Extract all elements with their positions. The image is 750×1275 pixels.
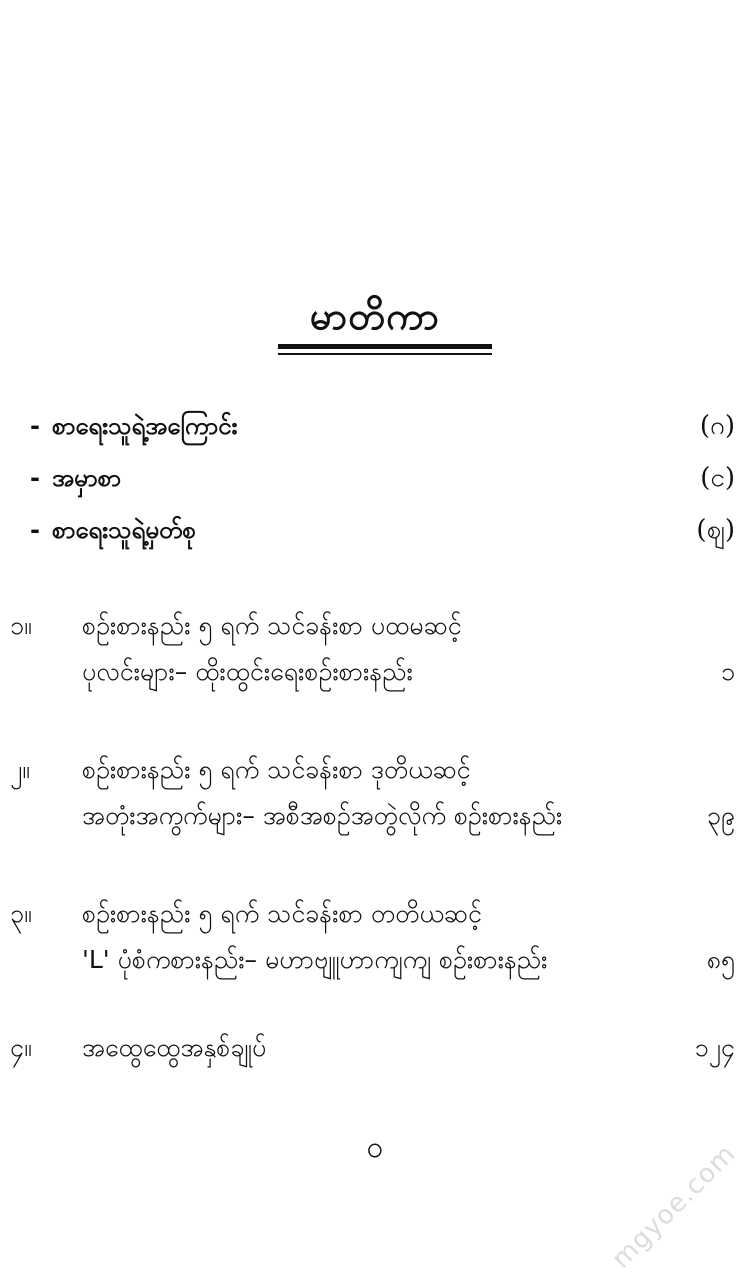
front-matter-label: အမှာစာ [52, 464, 121, 492]
page-title: မာတိကာ [309, 293, 441, 338]
front-matter-page: (ဈ) [696, 515, 735, 545]
chapter-title-line-1: စဉ်းစားနည်း ၅ ရက် သင်ခန်းစာ ဒုတိယဆင့် [82, 755, 471, 784]
bullet-dash: - [30, 412, 40, 440]
chapter-number: ၄။ [10, 1033, 32, 1062]
chapter-title-line-1: စဉ်းစားနည်း ၅ ရက် သင်ခန်းစာ တတိယဆင့် [82, 899, 482, 928]
chapter-number: ၁။ [10, 611, 32, 640]
chapter-number: ၃။ [10, 899, 32, 928]
watermark: mgyoe.com [606, 1138, 742, 1275]
chapter-entry-3 [10, 892, 735, 992]
front-matter-item-author [30, 404, 735, 448]
title-underline-thin [278, 353, 492, 355]
chapter-title-line-1: စဉ်းစားနည်း ၅ ရက် သင်ခန်းစာ ပထမဆင့် [82, 611, 462, 640]
chapter-title-line-1: အထွေထွေအနှစ်ချုပ် [82, 1033, 267, 1062]
chapter-entry-4 [10, 1026, 735, 1126]
chapter-number: ၂။ [10, 755, 30, 784]
chapter-title-line-2: 'L' ပုံစံကစားနည်း– မဟာဗျူဟာကျကျ စဉ်းစားနည်း [82, 945, 548, 974]
front-matter-page: (င) [700, 463, 735, 493]
title-underline [278, 344, 492, 358]
chapter-page-number: ၁ [720, 657, 735, 686]
page-folio: ဝ [366, 1130, 384, 1165]
chapter-title-line-2: အတုံးအကွက်များ– အစီအစဉ်အတွဲလိုက် စဉ်းစားနည်း [82, 801, 563, 830]
bullet-dash: - [30, 516, 40, 544]
front-matter-label: စာရေးသူရဲ့အကြောင်း [52, 412, 238, 440]
chapter-page-number: ၃၉ [706, 801, 735, 830]
title-underline-thick [278, 344, 492, 349]
front-matter-item-notes [30, 508, 735, 552]
chapter-page-number: ၁၂၄ [694, 1033, 735, 1062]
front-matter-page: (ဂ) [699, 411, 735, 441]
chapter-title-line-2: ပုလင်းများ– ထိုးထွင်းရေးစဉ်းစားနည်း [82, 657, 413, 686]
bullet-dash: - [30, 464, 40, 492]
front-matter-item-preface [30, 456, 735, 500]
front-matter-label: စာရေးသူရဲ့မှတ်စု [52, 516, 196, 544]
chapter-entry-2 [10, 748, 735, 848]
chapter-entry-1 [10, 604, 735, 704]
chapter-page-number: ၈၅ [706, 945, 735, 974]
